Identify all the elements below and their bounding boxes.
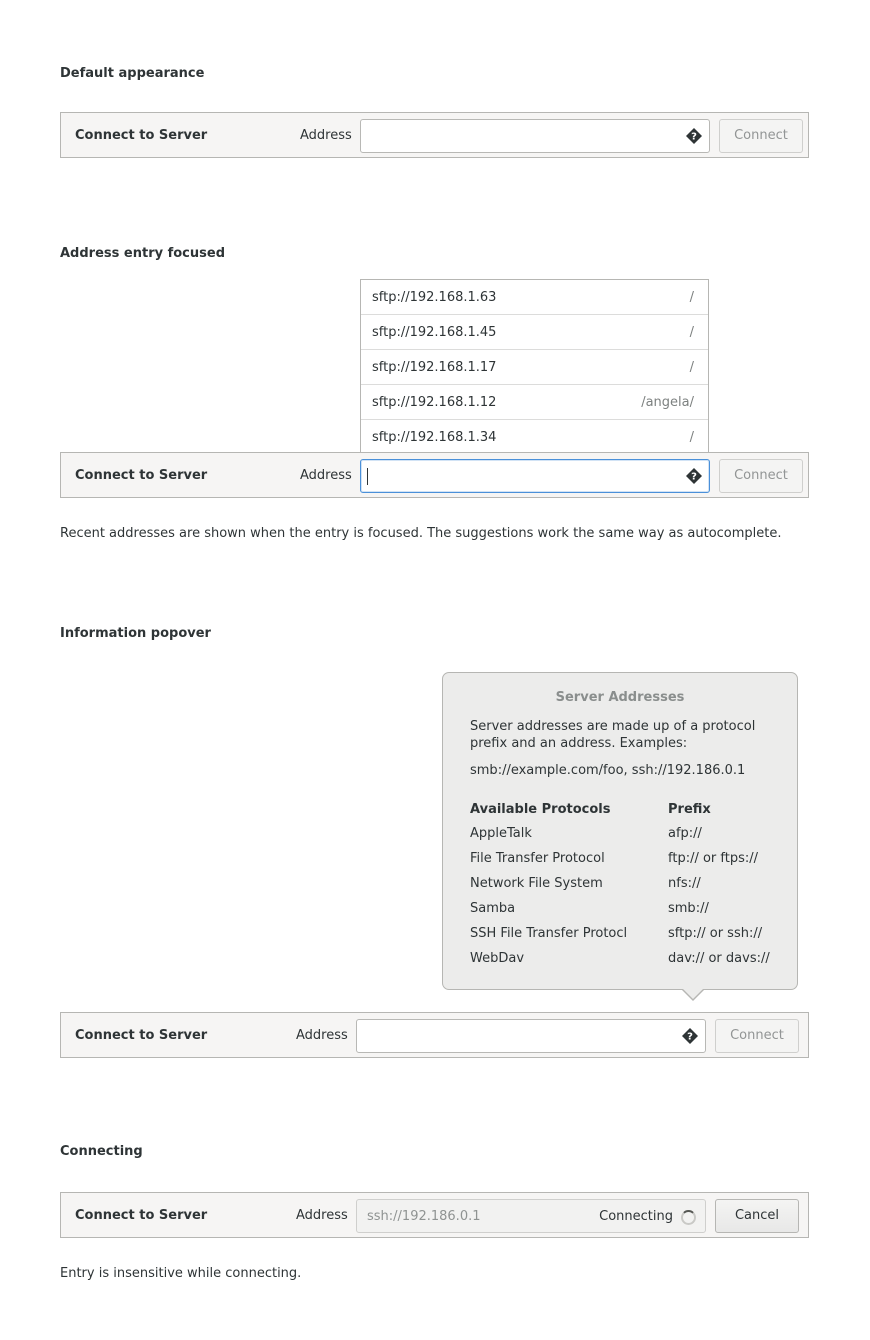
protocol-name: AppleTalk xyxy=(470,826,532,841)
suggestion-path: / xyxy=(689,430,694,445)
connect-bar-connecting xyxy=(60,1192,809,1238)
protocol-name: Samba xyxy=(470,901,516,916)
protocol-name: SSH File Transfer Protocl xyxy=(470,926,628,941)
connect-bar-popover xyxy=(60,1012,809,1058)
suggestion-address: sftp://192.168.1.17 xyxy=(372,360,497,375)
cancel-button[interactable]: Cancel xyxy=(715,1199,799,1233)
address-input[interactable] xyxy=(360,459,710,493)
suggestions-list xyxy=(360,279,709,454)
bar-title: Connect to Server xyxy=(75,1028,208,1043)
connect-button[interactable]: Connect xyxy=(719,119,803,153)
suggestion-item[interactable] xyxy=(361,315,708,350)
suggestion-path: / xyxy=(689,360,694,375)
question-mark-icon[interactable] xyxy=(685,127,703,145)
popover-examples: smb://example.com/foo, ssh://192.186.0.1 xyxy=(470,763,746,778)
address-label: Address xyxy=(300,128,352,143)
bar-title: Connect to Server xyxy=(75,128,208,143)
question-mark-icon[interactable] xyxy=(681,1027,699,1045)
protocol-prefix: smb:// xyxy=(668,901,709,916)
svg-text:?: ? xyxy=(691,131,697,143)
spinner-icon xyxy=(681,1210,696,1225)
address-label: Address xyxy=(300,468,352,483)
suggestion-item[interactable] xyxy=(361,350,708,385)
suggestion-item[interactable] xyxy=(361,420,708,455)
section-title-focused: Address entry focused xyxy=(60,246,226,261)
connecting-status: Connecting xyxy=(599,1209,673,1224)
focused-note: Recent addresses are shown when the entry is focused. The suggestions work the same way as autocomplete. xyxy=(60,526,782,541)
prefix-column-header: Prefix xyxy=(668,802,711,817)
connect-button[interactable]: Connect xyxy=(715,1019,799,1053)
svg-text:?: ? xyxy=(691,471,697,483)
protocol-name: WebDav xyxy=(470,951,525,966)
svg-text:?: ? xyxy=(687,1031,693,1043)
section-title-default: Default appearance xyxy=(60,66,205,81)
connect-button[interactable]: Connect xyxy=(719,459,803,493)
section-title-connecting: Connecting xyxy=(60,1144,143,1159)
suggestion-address: sftp://192.168.1.63 xyxy=(372,290,497,305)
suggestion-address: sftp://192.168.1.45 xyxy=(372,325,497,340)
address-input[interactable] xyxy=(360,119,710,153)
bar-title: Connect to Server xyxy=(75,468,208,483)
protocol-column-header: Available Protocols xyxy=(470,802,611,817)
connect-bar-default xyxy=(60,112,809,158)
popover-description: Server addresses are made up of a protocol prefix and an address. Examples: xyxy=(470,719,756,751)
info-popover xyxy=(442,672,798,990)
protocol-prefix: dav:// or davs:// xyxy=(668,951,770,966)
address-input[interactable] xyxy=(356,1019,706,1053)
address-label: Address xyxy=(296,1208,348,1223)
address-input xyxy=(356,1199,706,1233)
connect-bar-focused xyxy=(60,452,809,498)
text-caret xyxy=(367,468,368,485)
suggestion-item[interactable] xyxy=(361,280,708,315)
suggestion-item[interactable] xyxy=(361,385,708,420)
connecting-note: Entry is insensitive while connecting. xyxy=(60,1266,302,1281)
suggestion-path: / xyxy=(689,290,694,305)
protocol-prefix: sftp:// or ssh:// xyxy=(668,926,763,941)
popover-title: Server Addresses xyxy=(555,690,685,705)
address-value: ssh://192.186.0.1 xyxy=(367,1209,481,1224)
address-label: Address xyxy=(296,1028,348,1043)
suggestion-path: / xyxy=(689,325,694,340)
suggestion-path: /angela/ xyxy=(641,395,694,410)
protocol-prefix: afp:// xyxy=(668,826,702,841)
suggestion-address: sftp://192.168.1.34 xyxy=(372,430,497,445)
protocol-name: File Transfer Protocol xyxy=(470,851,605,866)
protocol-prefix: nfs:// xyxy=(668,876,701,891)
suggestion-address: sftp://192.168.1.12 xyxy=(372,395,497,410)
section-title-popover: Information popover xyxy=(60,626,211,641)
question-mark-icon[interactable] xyxy=(685,467,703,485)
protocol-prefix: ftp:// or ftps:// xyxy=(668,851,759,866)
bar-title: Connect to Server xyxy=(75,1208,208,1223)
protocol-name: Network File System xyxy=(470,876,603,891)
popover-arrow-fill xyxy=(682,988,704,999)
